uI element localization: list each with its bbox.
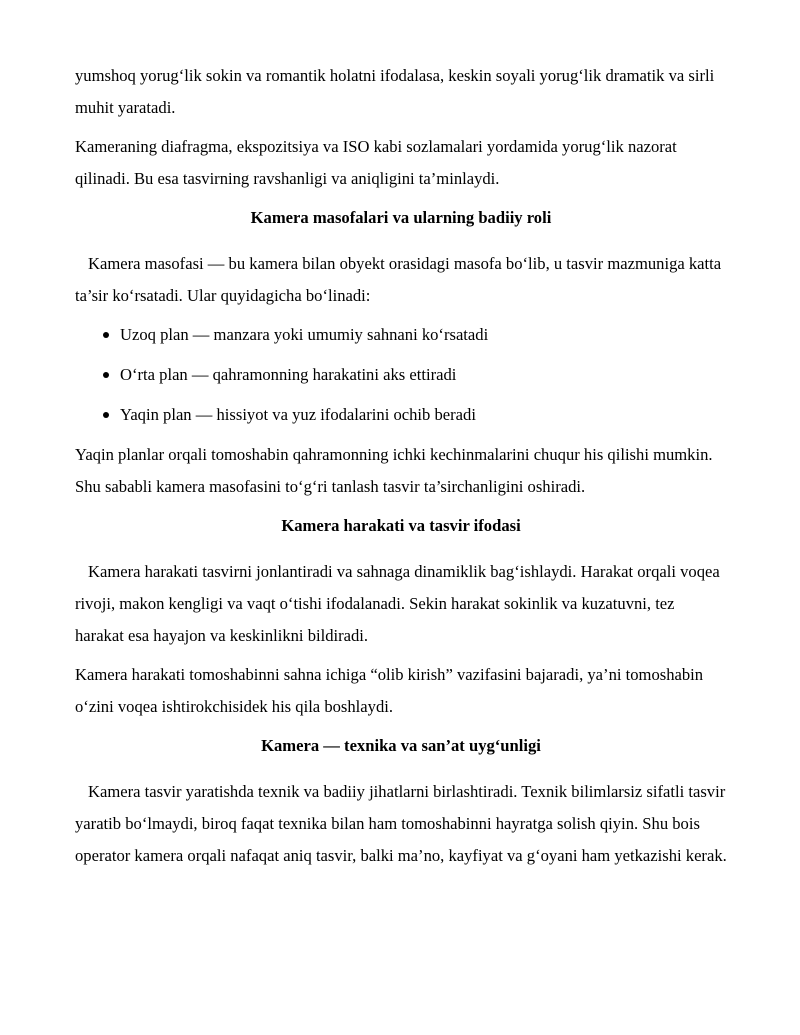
list-item <box>75 399 727 431</box>
list-item-text: Yaqin plan — hissiyot va yuz ifodalarini ochib beradi <box>120 405 476 424</box>
paragraph-close-up-effect: Yaqin planlar orqali tomoshabin qahramonning ichki kechinmalarini chuqur his qilishi mumkin. Shu sababli kamera masofasini to‘g‘ri tanlash tasvir ta’sirchanligini oshiradi. <box>75 445 713 496</box>
heading-camera-distances: Kamera masofalari va ularning badiiy roli <box>250 208 552 227</box>
paragraph-camera-settings: Kameraning diafragma, ekspozitsiya va ISO kabi sozlamalari yordamida yorug‘lik nazorat qilinadi. Bu esa tasvirning ravshanligi va aniqligini ta’minlaydi. <box>75 137 677 188</box>
bullet-icon <box>103 332 109 338</box>
paragraph-technique-and-art: Kamera tasvir yaratishda texnik va badiiy jihatlarni birlashtiradi. Texnik bilimlarsiz sifatli tasvir yaratib bo‘lmaydi, biroq faqat texnika bilan ham tomoshabinni hayratga solish qiyin. Shu bois operator kamera orqali nafaqat aniq tasvir, balki ma’no, kayfiyat va g‘oyani ham yetkazishi kerak. <box>75 782 727 865</box>
list-item-text: Uzoq plan — manzara yoki umumiy sahnani ko‘rsatadi <box>120 325 489 344</box>
paragraph-camera-movement: Kamera harakati tasvirni jonlantiradi va sahnaga dinamiklik bag‘ishlaydi. Harakat orqali voqea rivoji, makon kengligi va vaqt o‘tishi ifodalanadi. Sekin harakat sokinlik va kuzatuvni, tez harakat esa hayajon va keskinlikni bildiradi. <box>75 562 720 645</box>
list-item <box>75 319 727 351</box>
bullet-icon <box>103 412 109 418</box>
list-item-text: O‘rta plan — qahramonning harakatini aks ettiradi <box>120 365 457 384</box>
paragraph-lighting-mood: yumshoq yorug‘lik sokin va romantik holatni ifodalasa, keskin soyali yorug‘lik dramatik va sirli muhit yaratadi. <box>75 66 715 117</box>
shot-types-list <box>75 319 727 431</box>
heading-technique-and-art: Kamera — texnika va san’at uyg‘unligi <box>261 736 541 755</box>
document-page <box>75 60 727 879</box>
heading-camera-movement: Kamera harakati va tasvir ifodasi <box>281 516 521 535</box>
bullet-icon <box>103 372 109 378</box>
paragraph-viewer-immersion: Kamera harakati tomoshabinni sahna ichiga “olib kirish” vazifasini bajaradi, ya’ni tomoshabin o‘zini voqea ishtirokchisidek his qila boshlaydi. <box>75 665 704 716</box>
list-item <box>75 359 727 391</box>
paragraph-camera-distance-intro: Kamera masofasi — bu kamera bilan obyekt orasidagi masofa bo‘lib, u tasvir mazmuniga katta ta’sir ko‘rsatadi. Ular quyidagicha bo‘linadi: <box>75 254 722 305</box>
